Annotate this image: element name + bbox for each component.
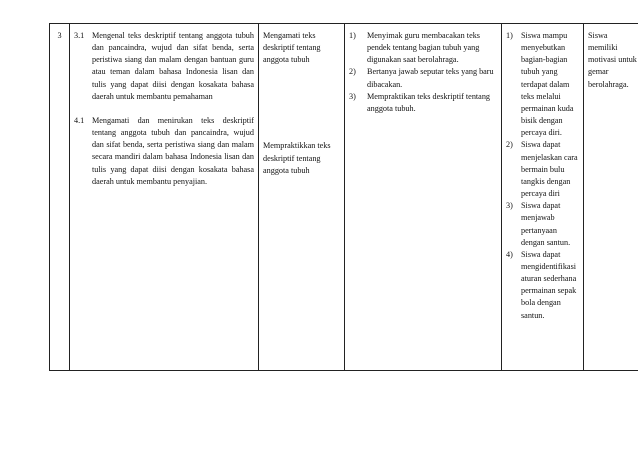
kompetensi-number: 3.1	[74, 31, 85, 40]
list-number: 1)	[506, 31, 513, 40]
list-text: Siswa dapat menjelaskan cara bermain bulu tangkis dengan percaya diri	[521, 140, 578, 199]
list-text: Siswa mampu menyebutkan bagian-bagian tubuh yang terdapat dalam teks melalui permainan kuda bisik dengan percaya diri.	[521, 31, 574, 138]
list-item	[506, 139, 579, 200]
karakter-cell	[584, 24, 638, 371]
list-text: Menyimak guru membacakan teks pendek tentang bagian tubuh yang digunakan saat berolahraga.	[367, 31, 480, 65]
kompetensi-number: 4.1	[74, 115, 85, 125]
karakter-text: Siswa memiliki motivasi untuk gemar berolahraga.	[588, 31, 637, 89]
kompetensi-text: Mengamati dan menirukan teks deskriptif tentang anggota tubuh dan pancaindra, wujud dan sifat benda, serta peristiwa siang dan malam secara mandiri dalam bahasa Indonesia lisan dan tulis yang dapat diisi dengan kosakata bahasa daerah untuk membantu penyajian.	[92, 115, 254, 186]
lesson-plan-table	[49, 23, 638, 371]
list-number: 3)	[506, 201, 513, 211]
list-text: Siswa dapat menjawab pertanyaan dengan santun.	[521, 201, 571, 247]
list-number: 4)	[506, 249, 513, 259]
list-number: 3)	[349, 91, 356, 101]
list-number: 2)	[349, 67, 356, 77]
kompetensi-item	[74, 115, 254, 188]
list-text: Bertanya jawab seputar teks yang baru dibacakan.	[367, 67, 494, 89]
kompetensi-dasar-cell	[70, 24, 259, 371]
list-item	[506, 200, 579, 249]
list-item	[506, 30, 579, 139]
list-item	[349, 91, 497, 115]
penilaian-cell	[502, 24, 584, 371]
list-text: Mempraktikan teks deskriptif tentang anggota tubuh.	[367, 91, 491, 113]
list-number: 2)	[506, 140, 513, 150]
kegiatan-list	[349, 30, 497, 115]
penilaian-list	[506, 30, 579, 322]
indikator-text: Mempraktikkan teks deskriptif tentang anggota tubuh	[263, 141, 331, 175]
table-row	[50, 24, 638, 371]
list-text: Siswa dapat mengidentifikasi aturan sederhana permainan sepak bola dengan santun.	[521, 249, 577, 320]
kompetensi-item	[74, 30, 254, 103]
kegiatan-cell	[345, 24, 502, 371]
list-item	[349, 30, 497, 66]
list-item	[349, 66, 497, 90]
list-item	[506, 249, 579, 322]
indikator-cell	[259, 24, 345, 371]
list-number: 1)	[349, 31, 356, 40]
kompetensi-text: Mengenal teks deskriptif tentang anggota tubuh dan pancaindra, wujud dan sifat benda, serta peristiwa siang dan malam dengan bantuan guru atau teman dalam bahasa Indonesia lisan dan tulis yang dapat diisi dengan kosakata bahasa daerah untuk membantu pemahaman	[92, 31, 254, 101]
row-number-cell	[50, 24, 70, 371]
row-number: 3	[57, 31, 62, 40]
indikator-text: Mengamati teks deskriptif tentang anggota tubuh	[263, 31, 321, 65]
